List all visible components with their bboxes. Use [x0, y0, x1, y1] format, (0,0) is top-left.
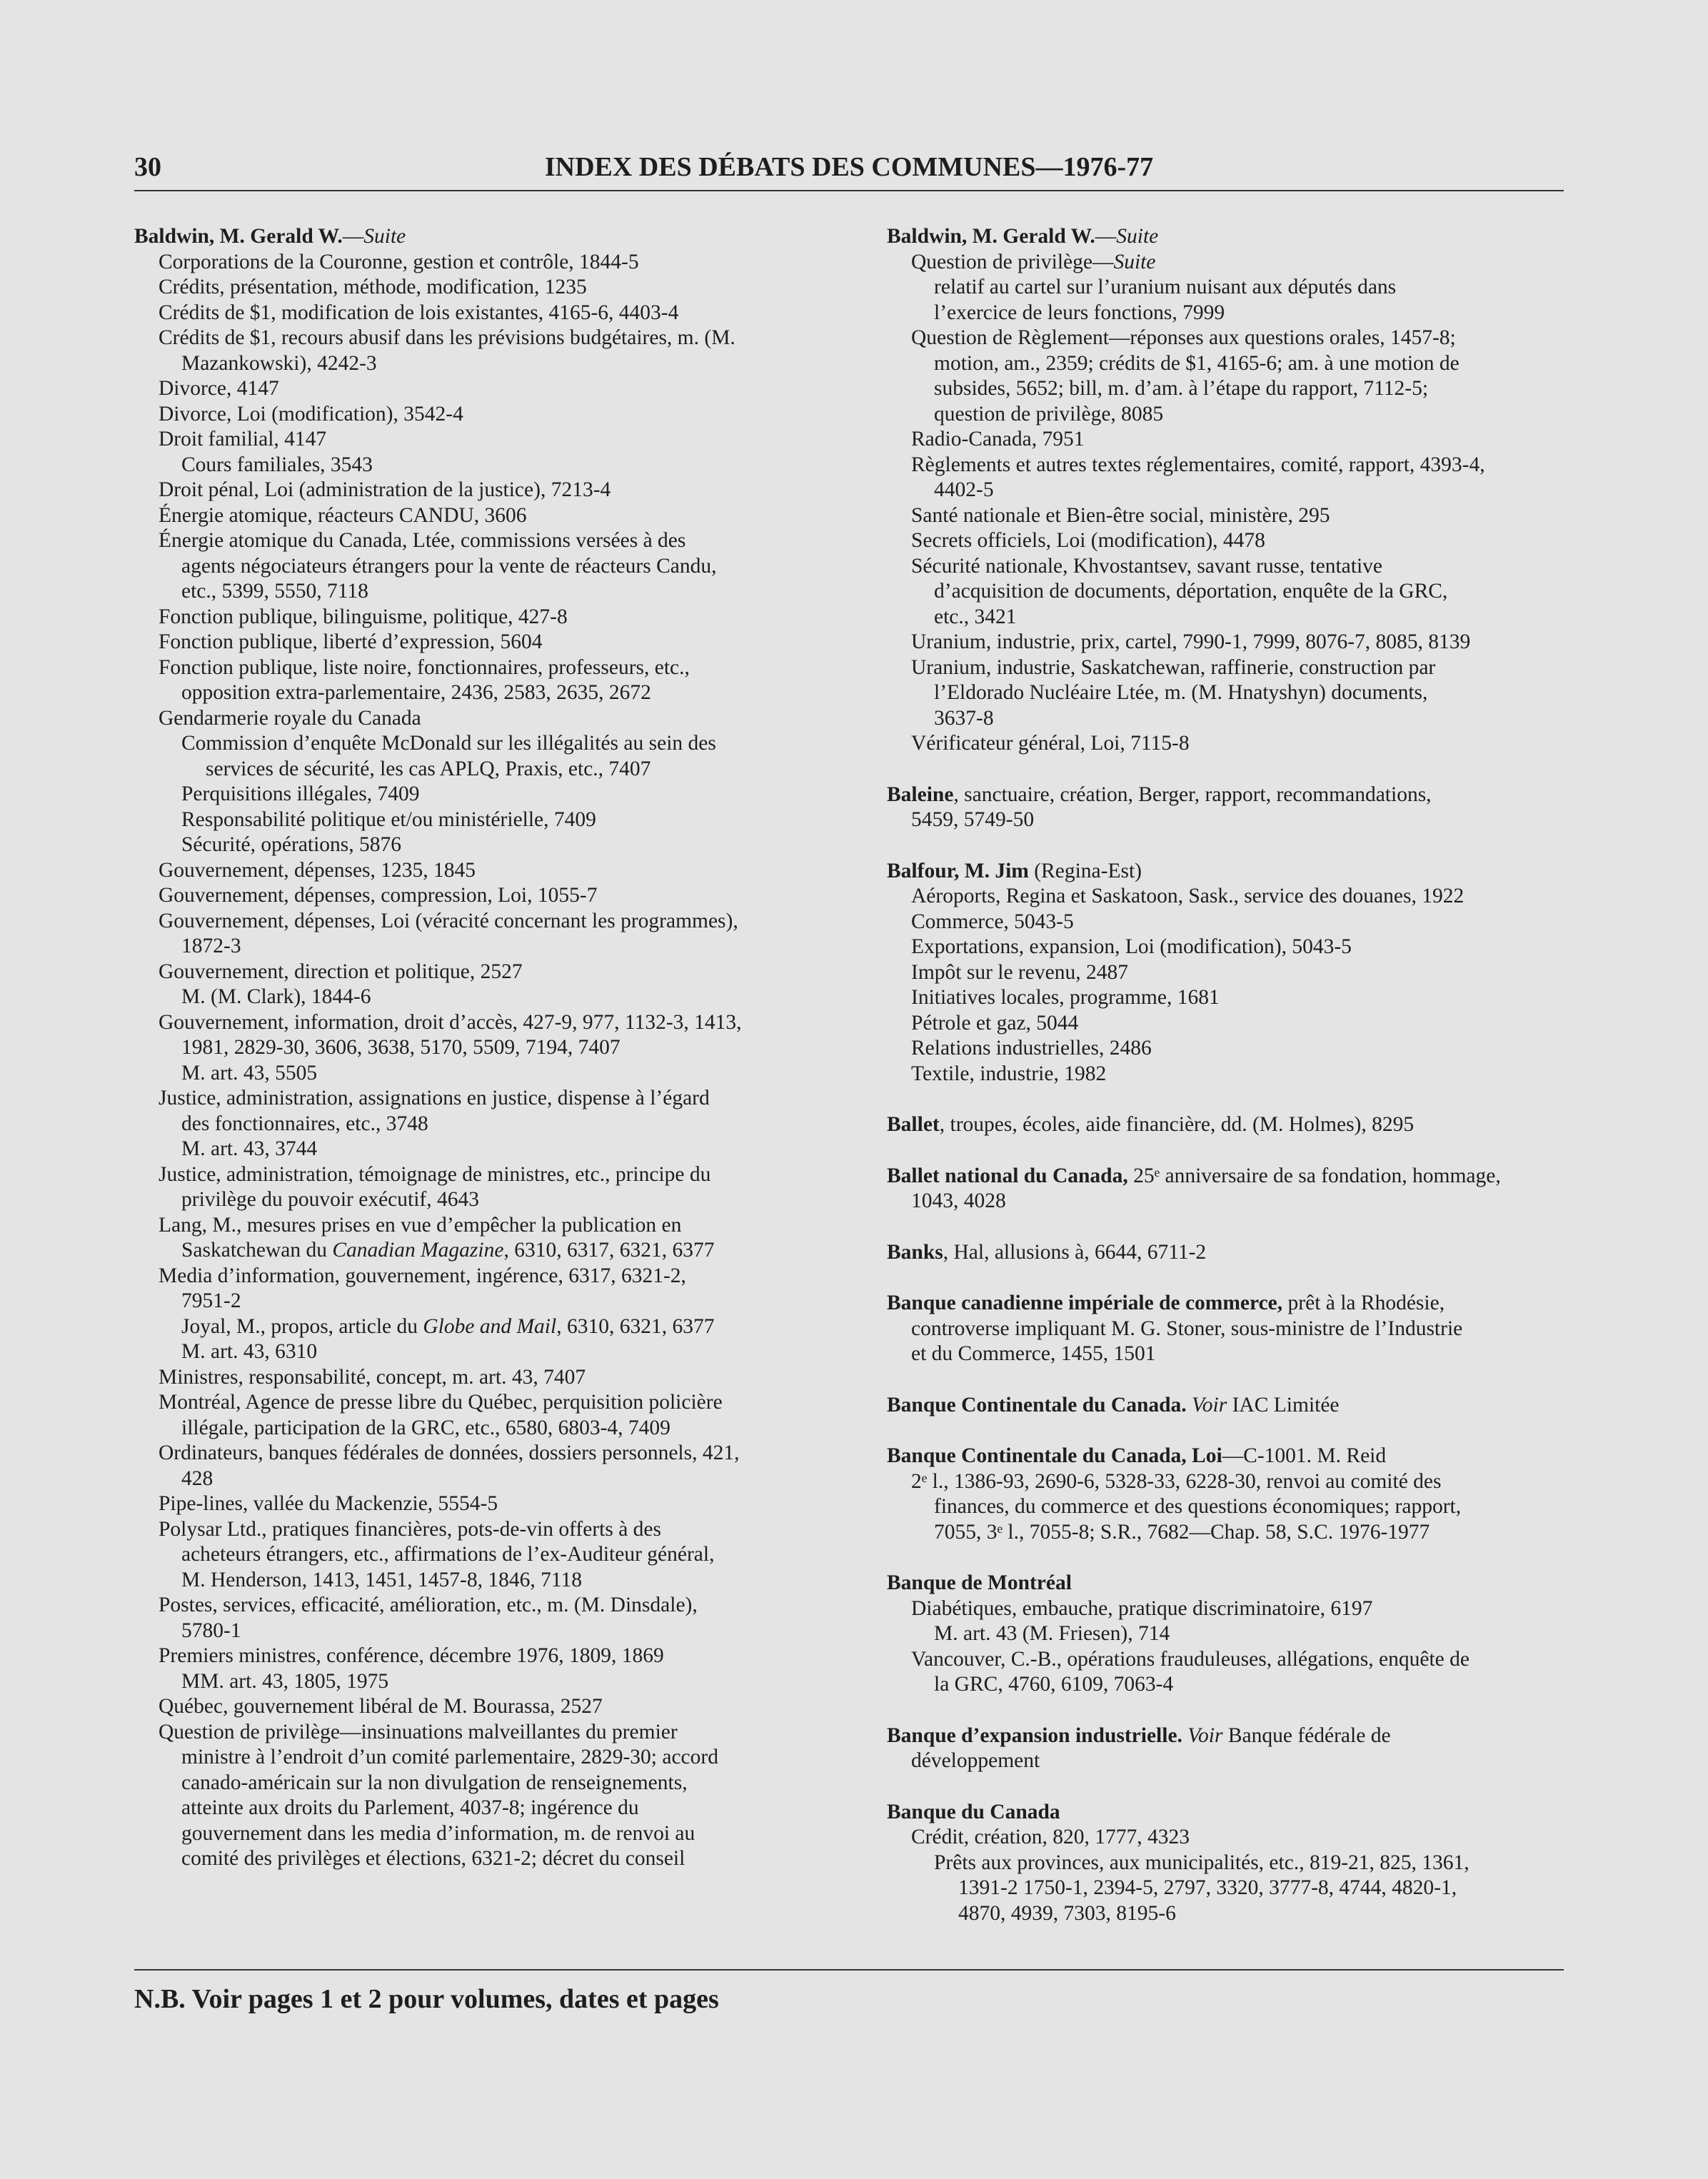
entry-text: Joyal, M., propos, article du: [181, 1314, 423, 1338]
entry-text: , 6310, 6317, 6321, 6377: [503, 1239, 715, 1262]
entry-text: Radio-Canada, 7951: [911, 428, 1085, 451]
entry-text: controverse impliquant M. G. Stoner, sous-ministre de l’Industrie: [911, 1317, 1463, 1340]
index-subentry-line: [134, 858, 848, 884]
index-subentry-line: [134, 1162, 848, 1188]
entry-text: opposition extra-parlementaire, 2436, 2583, 2635, 2672: [181, 681, 651, 704]
entry-text: Commission d’enquête McDonald sur les illégalités au sein des: [181, 732, 716, 755]
entry-spacer: [887, 1418, 1601, 1444]
index-subentry-line: [887, 1901, 1601, 1927]
entry-text: IAC Limitée: [1227, 1393, 1340, 1416]
entry-text: relatif au cartel sur l’uranium nuisant aux députés dans: [934, 276, 1397, 298]
entry-text: 4402-5: [934, 478, 994, 501]
index-subentry-line: [887, 402, 1601, 428]
index-subentry-line: [134, 250, 848, 276]
index-subentry-line: [887, 503, 1601, 529]
entry-spacer: [887, 1265, 1601, 1291]
italic-text: Canadian Magazine: [332, 1239, 504, 1262]
index-subentry-line: [887, 985, 1601, 1011]
entry-text: 1872-3: [181, 935, 241, 957]
italic-text: Suite: [1113, 250, 1156, 273]
entry-text: atteinte aux droits du Parlement, 4037-8; ingérence du: [181, 1796, 639, 1819]
entry-text: 5780-1: [181, 1619, 241, 1642]
index-subentry-line: [134, 1339, 848, 1365]
entry-text: Responsabilité politique et/ou ministérielle, 7409: [181, 807, 596, 831]
index-heading-line: [887, 1112, 1601, 1138]
entry-text: 1043, 4028: [911, 1189, 1006, 1212]
entry-text: Sécurité nationale, Khvostantsev, savant russe, tentative: [911, 554, 1383, 578]
index-subentry-line: [134, 1213, 848, 1239]
entry-text: Crédits de $1, recours abusif dans les prévisions budgétaires, m. (M.: [159, 326, 735, 349]
entry-spacer: [887, 1774, 1601, 1800]
index-subentry-line: [134, 1238, 848, 1264]
entry-text: 4870, 4939, 7303, 8195-6: [958, 1901, 1176, 1925]
entry-heading: Banque canadienne impériale de commerce,: [887, 1292, 1283, 1314]
entry-text: la GRC, 4760, 6109, 7063-4: [934, 1673, 1174, 1696]
index-subentry-line: [134, 326, 848, 351]
index-subentry-line: [887, 605, 1601, 630]
entry-text: Gendarmerie royale du Canada: [159, 706, 421, 730]
index-subentry-line: [134, 757, 848, 782]
entry-heading: Banque de Montréal: [887, 1571, 1072, 1594]
index-subentry-line: [134, 1365, 848, 1391]
entry-text: acheteurs étrangers, etc., affirmations de l’ex-Auditeur général,: [181, 1543, 715, 1566]
header-rule: [134, 190, 1564, 191]
entry-text: Mazankowski), 4242-3: [181, 351, 377, 375]
index-subentry-line: [134, 909, 848, 935]
entry-text: 7055, 3ᵉ l., 7055-8; S.R., 7682—Chap. 58, S.C. 1976-1977: [934, 1520, 1430, 1544]
italic-text: Suite: [363, 225, 406, 248]
entry-text: Uranium, industrie, Saskatchewan, raffinerie, construction par: [911, 655, 1436, 679]
index-heading-line: [887, 1393, 1601, 1419]
entry-text: et du Commerce, 1455, 1501: [911, 1342, 1156, 1365]
entry-text: services de sécurité, les cas APLQ, Praxis, etc., 7407: [206, 757, 651, 780]
entry-text: Textile, industrie, 1982: [911, 1062, 1107, 1085]
index-subentry-line: [134, 275, 848, 301]
entry-text: Droit pénal, Loi (administration de la justice), 7213-4: [159, 478, 611, 501]
entry-heading: Baleine: [887, 782, 954, 806]
entry-text: Banque fédérale de: [1222, 1723, 1391, 1747]
entry-text: Secrets officiels, Loi (modification), 4478: [911, 529, 1265, 552]
entry-text: Commerce, 5043-5: [911, 910, 1074, 933]
index-subentry-line: [134, 1187, 848, 1213]
index-subentry-line: [134, 807, 848, 833]
entry-text: privilège du pouvoir exécutif, 4643: [181, 1188, 479, 1211]
entry-text: 428: [181, 1466, 214, 1490]
entry-text: comité des privilèges et élections, 6321-2; décret du conseil: [181, 1847, 685, 1870]
entry-text: canado-américain sur la non divulgation de renseignements,: [181, 1771, 688, 1794]
entry-text: Impôt sur le revenu, 2487: [911, 960, 1128, 984]
index-subentry-line: [887, 250, 1601, 276]
index-subentry-line: [134, 1289, 848, 1314]
entry-text: , 6310, 6321, 6377: [556, 1314, 715, 1338]
index-subentry-line: [134, 579, 848, 605]
entry-spacer: [887, 757, 1601, 782]
running-title: INDEX DES DÉBATS DES COMMUNES—1976-77: [544, 152, 1154, 182]
footer-rule: [134, 1969, 1564, 1971]
index-subentry-line: [887, 326, 1601, 351]
index-subentry-line: [887, 554, 1601, 580]
entry-text: Fonction publique, bilinguisme, politique, 427-8: [159, 605, 568, 628]
entry-text: Relations industrielles, 2486: [911, 1037, 1152, 1060]
entry-text: Question de privilège—: [911, 250, 1114, 273]
entry-text: Gouvernement, information, droit d’accès, 427-9, 977, 1132-3, 1413,: [159, 1010, 742, 1034]
index-subentry-line: [887, 680, 1601, 706]
index-subentry-line: [134, 1720, 848, 1746]
index-subentry-line: [134, 1390, 848, 1416]
entry-heading: Banque Continentale du Canada, Loi: [887, 1444, 1222, 1467]
index-subentry-line: [134, 1416, 848, 1441]
index-subentry-line: [134, 630, 848, 655]
index-subentry-line: [134, 1745, 848, 1771]
index-subentry-line: [134, 351, 848, 377]
entry-text: —C-1001. M. Reid: [1222, 1444, 1387, 1467]
index-subentry-line: [134, 883, 848, 909]
entry-text: Droit familial, 4147: [159, 428, 327, 451]
entry-text: M. (M. Clark), 1844-6: [181, 985, 371, 1008]
index-subentry-line: [134, 376, 848, 402]
index-subentry-line: [134, 1010, 848, 1036]
index-subentry-line: [887, 427, 1601, 453]
index-heading-line: [887, 1800, 1601, 1826]
entry-spacer: [887, 1214, 1601, 1240]
entry-heading: Banque d’expansion industrielle.: [887, 1723, 1182, 1747]
entry-text: M. art. 43 (M. Friesen), 714: [934, 1622, 1170, 1645]
entry-text: —: [1095, 225, 1117, 248]
index-subentry-line: [887, 655, 1601, 681]
index-subentry-line: [134, 1137, 848, 1162]
entry-spacer: [887, 1545, 1601, 1571]
index-heading-line: [887, 1571, 1601, 1596]
entry-text: (Regina-Est): [1028, 859, 1142, 882]
index-subentry-line: [887, 960, 1601, 986]
index-subentry-line: [134, 554, 848, 580]
entry-text: Gouvernement, dépenses, 1235, 1845: [159, 858, 476, 882]
index-subentry-line: [887, 1011, 1601, 1037]
entry-text: Ordinateurs, banques fédérales de données, dossiers personnels, 421,: [159, 1441, 740, 1464]
entry-text: Lang, M., mesures prises en vue d’empêcher la publication en: [159, 1213, 682, 1237]
entry-heading: Balfour, M. Jim: [887, 859, 1029, 882]
entry-text: finances, du commerce et des questions économiques; rapport,: [934, 1495, 1462, 1518]
index-subentry-line: [887, 1621, 1601, 1647]
index-subentry-line: [134, 453, 848, 478]
index-subentry-line: [887, 1520, 1601, 1546]
index-subentry-line: [887, 453, 1601, 478]
index-subentry-line: [887, 884, 1601, 910]
index-subentry-line: [134, 503, 848, 529]
index-subentry-line: [887, 1342, 1601, 1367]
entry-text: ministre à l’endroit d’un comité parlementaire, 2829-30; accord: [181, 1746, 718, 1768]
entry-heading: Banque Continentale du Canada.: [887, 1393, 1187, 1416]
left-column: [134, 224, 848, 1872]
index-subentry-line: [887, 1672, 1601, 1698]
index-subentry-line: [887, 1596, 1601, 1622]
entry-text: Québec, gouvernement libéral de M. Bourassa, 2527: [159, 1695, 603, 1718]
index-subentry-line: [134, 1441, 848, 1466]
index-subentry-line: [134, 1112, 848, 1137]
index-subentry-line: [887, 1062, 1601, 1087]
entry-text: l’Eldorado Nucléaire Ltée, m. (M. Hnatyshyn) documents,: [934, 681, 1428, 704]
index-subentry-line: [887, 1748, 1601, 1774]
entry-text: Crédit, création, 820, 1777, 4323: [911, 1826, 1190, 1848]
index-subentry-line: [887, 1825, 1601, 1851]
entry-text: Vérificateur général, Loi, 7115-8: [911, 732, 1190, 755]
index-heading-line: [134, 224, 848, 250]
entry-text: Justice, administration, témoignage de ministres, etc., principe du: [159, 1162, 711, 1186]
index-subentry-line: [134, 1771, 848, 1796]
entry-text: Montréal, Agence de presse libre du Québec, perquisition policière: [159, 1391, 723, 1414]
index-heading-line: [887, 224, 1601, 250]
entry-heading: Banks: [887, 1240, 943, 1264]
entry-text: MM. art. 43, 1805, 1975: [181, 1669, 389, 1693]
index-heading-line: [887, 1444, 1601, 1469]
index-subentry-line: [887, 731, 1601, 757]
entry-text: Premiers ministres, conférence, décembre 1976, 1809, 1869: [159, 1644, 664, 1667]
index-subentry-line: [887, 351, 1601, 377]
entry-text: Cours familiales, 3543: [181, 453, 373, 476]
entry-text: subsides, 5652; bill, m. d’am. à l’étape du rapport, 7112-5;: [934, 377, 1429, 400]
entry-text: Ministres, responsabilité, concept, m. art. 43, 7407: [159, 1365, 586, 1389]
index-subentry-line: [887, 1036, 1601, 1062]
entry-spacer: [887, 1087, 1601, 1112]
entry-text: 5459, 5749-50: [911, 808, 1035, 831]
entry-text: 7951-2: [181, 1289, 241, 1312]
entry-text: Saskatchewan du: [181, 1239, 333, 1262]
index-heading-line: [887, 1291, 1601, 1317]
index-subentry-line: [134, 528, 848, 554]
index-subentry-line: [134, 1314, 848, 1340]
index-subentry-line: [134, 1846, 848, 1872]
index-subentry-line: [134, 1466, 848, 1492]
index-subentry-line: [134, 1821, 848, 1847]
footer-note: N.B. Voir pages 1 et 2 pour volumes, dates et pages: [134, 1984, 719, 2014]
index-subentry-line: [134, 960, 848, 985]
index-subentry-line: [134, 731, 848, 757]
index-subentry-line: [134, 1542, 848, 1568]
italic-text: Voir: [1187, 1723, 1223, 1747]
index-subentry-line: [134, 1491, 848, 1517]
entry-text: Postes, services, efficacité, amélioration, etc., m. (M. Dinsdale),: [159, 1594, 698, 1616]
index-subentry-line: [887, 478, 1601, 503]
entry-heading: Baldwin, M. Gerald W.: [134, 225, 343, 248]
right-column: [887, 224, 1601, 1926]
entry-text: Media d’information, gouvernement, ingérence, 6317, 6321-2,: [159, 1264, 686, 1287]
index-subentry-line: [887, 1189, 1601, 1214]
entry-text: , Hal, allusions à, 6644, 6711-2: [943, 1240, 1207, 1264]
entry-text: Corporations de la Couronne, gestion et contrôle, 1844-5: [159, 250, 639, 273]
index-subentry-line: [134, 934, 848, 960]
index-subentry-line: [134, 1517, 848, 1543]
index-subentry-line: [887, 528, 1601, 554]
entry-text: Pétrole et gaz, 5044: [911, 1011, 1079, 1035]
entry-text: Gouvernement, direction et politique, 2527: [159, 960, 523, 983]
index-subentry-line: [134, 1644, 848, 1669]
entry-text: Prêts aux provinces, aux municipalités, etc., 819-21, 825, 1361,: [934, 1851, 1470, 1874]
entry-text: M. art. 43, 5505: [181, 1061, 318, 1085]
entry-heading: Ballet national du Canada,: [887, 1164, 1128, 1187]
entry-text: Initiatives locales, programme, 1681: [911, 986, 1220, 1009]
entry-text: des fonctionnaires, etc., 3748: [181, 1112, 428, 1135]
index-subentry-line: [887, 910, 1601, 935]
entry-text: Fonction publique, liberté d’expression, 5604: [159, 630, 543, 653]
entry-heading: Banque du Canada: [887, 1800, 1060, 1823]
entry-text: M. art. 43, 3744: [181, 1137, 318, 1160]
entry-text: Énergie atomique du Canada, Ltée, commissions versées à des: [159, 529, 686, 552]
index-subentry-line: [887, 579, 1601, 605]
entry-text: 1391-2 1750-1, 2394-5, 2797, 3320, 3777-8, 4744, 4820-1,: [958, 1876, 1457, 1899]
index-subentry-line: [134, 605, 848, 630]
entry-text: Vancouver, C.-B., opérations frauduleuses, allégations, enquête de: [911, 1647, 1470, 1671]
index-subentry-line: [887, 1317, 1601, 1342]
entry-text: illégale, participation de la GRC, etc., 6580, 6803-4, 7409: [181, 1416, 670, 1439]
index-heading-line: [887, 1164, 1601, 1189]
index-subentry-line: [134, 1593, 848, 1619]
index-subentry-line: [134, 1568, 848, 1594]
entry-text: Divorce, 4147: [159, 377, 279, 400]
entry-text: 2ᵉ l., 1386-93, 2690-6, 5328-33, 6228-30, renvoi au comité des: [911, 1469, 1442, 1493]
index-subentry-line: [134, 478, 848, 503]
index-subentry-line: [134, 1264, 848, 1289]
entry-text: Pipe-lines, vallée du Mackenzie, 5554-5: [159, 1492, 498, 1515]
entry-text: Polysar Ltd., pratiques financières, pots-de-vin offerts à des: [159, 1517, 661, 1541]
entry-text: —: [342, 225, 364, 248]
index-subentry-line: [134, 1035, 848, 1061]
index-subentry-line: [134, 832, 848, 858]
index-subentry-line: [134, 301, 848, 326]
index-heading-line: [887, 1240, 1601, 1266]
entry-heading: Baldwin, M. Gerald W.: [887, 225, 1095, 248]
entry-text: etc., 5399, 5550, 7118: [181, 580, 368, 603]
index-subentry-line: [134, 782, 848, 807]
page-header: [134, 151, 1564, 186]
entry-text: gouvernement dans les media d’information, m. de renvoi au: [181, 1821, 695, 1845]
entry-text: M. Henderson, 1413, 1451, 1457-8, 1846, 7118: [181, 1568, 583, 1591]
italic-text: Voir: [1192, 1393, 1227, 1416]
index-heading-line: [887, 782, 1601, 808]
entry-text: Crédits de $1, modification de lois existantes, 4165-6, 4403-4: [159, 301, 679, 324]
index-subentry-line: [134, 1796, 848, 1821]
entry-text: Question de Règlement—réponses aux questions orales, 1457-8;: [911, 326, 1456, 349]
entry-text: Sécurité, opérations, 5876: [181, 833, 402, 856]
entry-text: Règlements et autres textes réglementaires, comité, rapport, 4393-4,: [911, 453, 1485, 476]
entry-text: 1981, 2829-30, 3606, 3638, 5170, 5509, 7194, 7407: [181, 1036, 621, 1059]
index-subentry-line: [887, 275, 1601, 301]
index-subentry-line: [887, 807, 1601, 833]
entry-text: question de privilège, 8085: [934, 402, 1164, 426]
italic-text: Suite: [1116, 225, 1159, 248]
entry-text: Gouvernement, dépenses, Loi (véracité concernant les programmes),: [159, 909, 738, 932]
index-subentry-line: [134, 680, 848, 706]
italic-text: Globe and Mail: [423, 1314, 557, 1338]
index-subentry-line: [134, 1619, 848, 1644]
entry-text: l’exercice de leurs fonctions, 7999: [934, 301, 1225, 324]
index-subentry-line: [134, 655, 848, 681]
entry-text: 25ᵉ anniversaire de sa fondation, hommage,: [1127, 1164, 1501, 1187]
entry-text: motion, am., 2359; crédits de $1, 4165-6; am. à une motion de: [934, 351, 1460, 375]
entry-spacer: [887, 833, 1601, 859]
index-subentry-line: [887, 376, 1601, 402]
entry-text: Diabétiques, embauche, pratique discriminatoire, 6197: [911, 1596, 1373, 1620]
index-heading-line: [887, 859, 1601, 885]
entry-heading: Ballet: [887, 1113, 940, 1136]
index-subentry-line: [134, 1061, 848, 1087]
entry-text: 3637-8: [934, 706, 994, 730]
entry-spacer: [887, 1367, 1601, 1393]
entry-text: Gouvernement, dépenses, compression, Loi, 1055-7: [159, 884, 598, 907]
index-subentry-line: [887, 935, 1601, 960]
entry-text: , sanctuaire, création, Berger, rapport, recommandations,: [953, 782, 1432, 806]
entry-text: Énergie atomique, réacteurs CANDU, 3606: [159, 503, 527, 527]
index-subentry-line: [887, 1851, 1601, 1876]
index-subentry-line: [887, 1647, 1601, 1673]
entry-text: Fonction publique, liste noire, fonctionnaires, professeurs, etc.,: [159, 655, 690, 679]
entry-text: d’acquisition de documents, déportation, enquête de la GRC,: [934, 580, 1448, 603]
entry-text: Aéroports, Regina et Saskatoon, Sask., service des douanes, 1922: [911, 885, 1465, 907]
index-subentry-line: [134, 985, 848, 1010]
entry-text: [1187, 1394, 1192, 1416]
entry-text: développement: [911, 1749, 1040, 1772]
entry-text: Question de privilège—insinuations malveillantes du premier: [159, 1720, 678, 1743]
index-subentry-line: [887, 1494, 1601, 1520]
index-subentry-line: [887, 301, 1601, 326]
index-subentry-line: [887, 706, 1601, 732]
entry-text: M. art. 43, 6310: [181, 1340, 318, 1363]
index-subentry-line: [134, 1086, 848, 1112]
index-subentry-line: [887, 1876, 1601, 1901]
entry-text: Crédits, présentation, méthode, modification, 1235: [159, 276, 587, 298]
page-number: 30: [134, 152, 161, 182]
index-subentry-line: [134, 706, 848, 732]
index-subentry-line: [887, 1469, 1601, 1495]
entry-text: prêt à la Rhodésie,: [1282, 1292, 1445, 1314]
entry-spacer: [887, 1698, 1601, 1723]
entry-text: Justice, administration, assignations en justice, dispense à l’égard: [159, 1087, 710, 1109]
entry-text: Divorce, Loi (modification), 3542-4: [159, 402, 463, 426]
entry-text: Santé nationale et Bien-être social, ministère, 295: [911, 503, 1330, 527]
entry-text: etc., 3421: [934, 605, 1017, 628]
entry-text: agents négociateurs étrangers pour la vente de réacteurs Candu,: [181, 554, 717, 578]
entry-text: , troupes, écoles, aide financière, dd. (M. Holmes), 8295: [939, 1113, 1415, 1136]
entry-text: Exportations, expansion, Loi (modification), 5043-5: [911, 935, 1352, 958]
entry-spacer: [887, 1138, 1601, 1164]
entry-text: Perquisitions illégales, 7409: [181, 782, 420, 805]
index-subentry-line: [134, 402, 848, 428]
index-subentry-line: [134, 1669, 848, 1695]
index-heading-line: [887, 1723, 1601, 1749]
index-subentry-line: [887, 630, 1601, 655]
index-subentry-line: [134, 1694, 848, 1720]
index-subentry-line: [134, 427, 848, 453]
entry-text: Uranium, industrie, prix, cartel, 7990-1, 7999, 8076-7, 8085, 8139: [911, 630, 1471, 653]
